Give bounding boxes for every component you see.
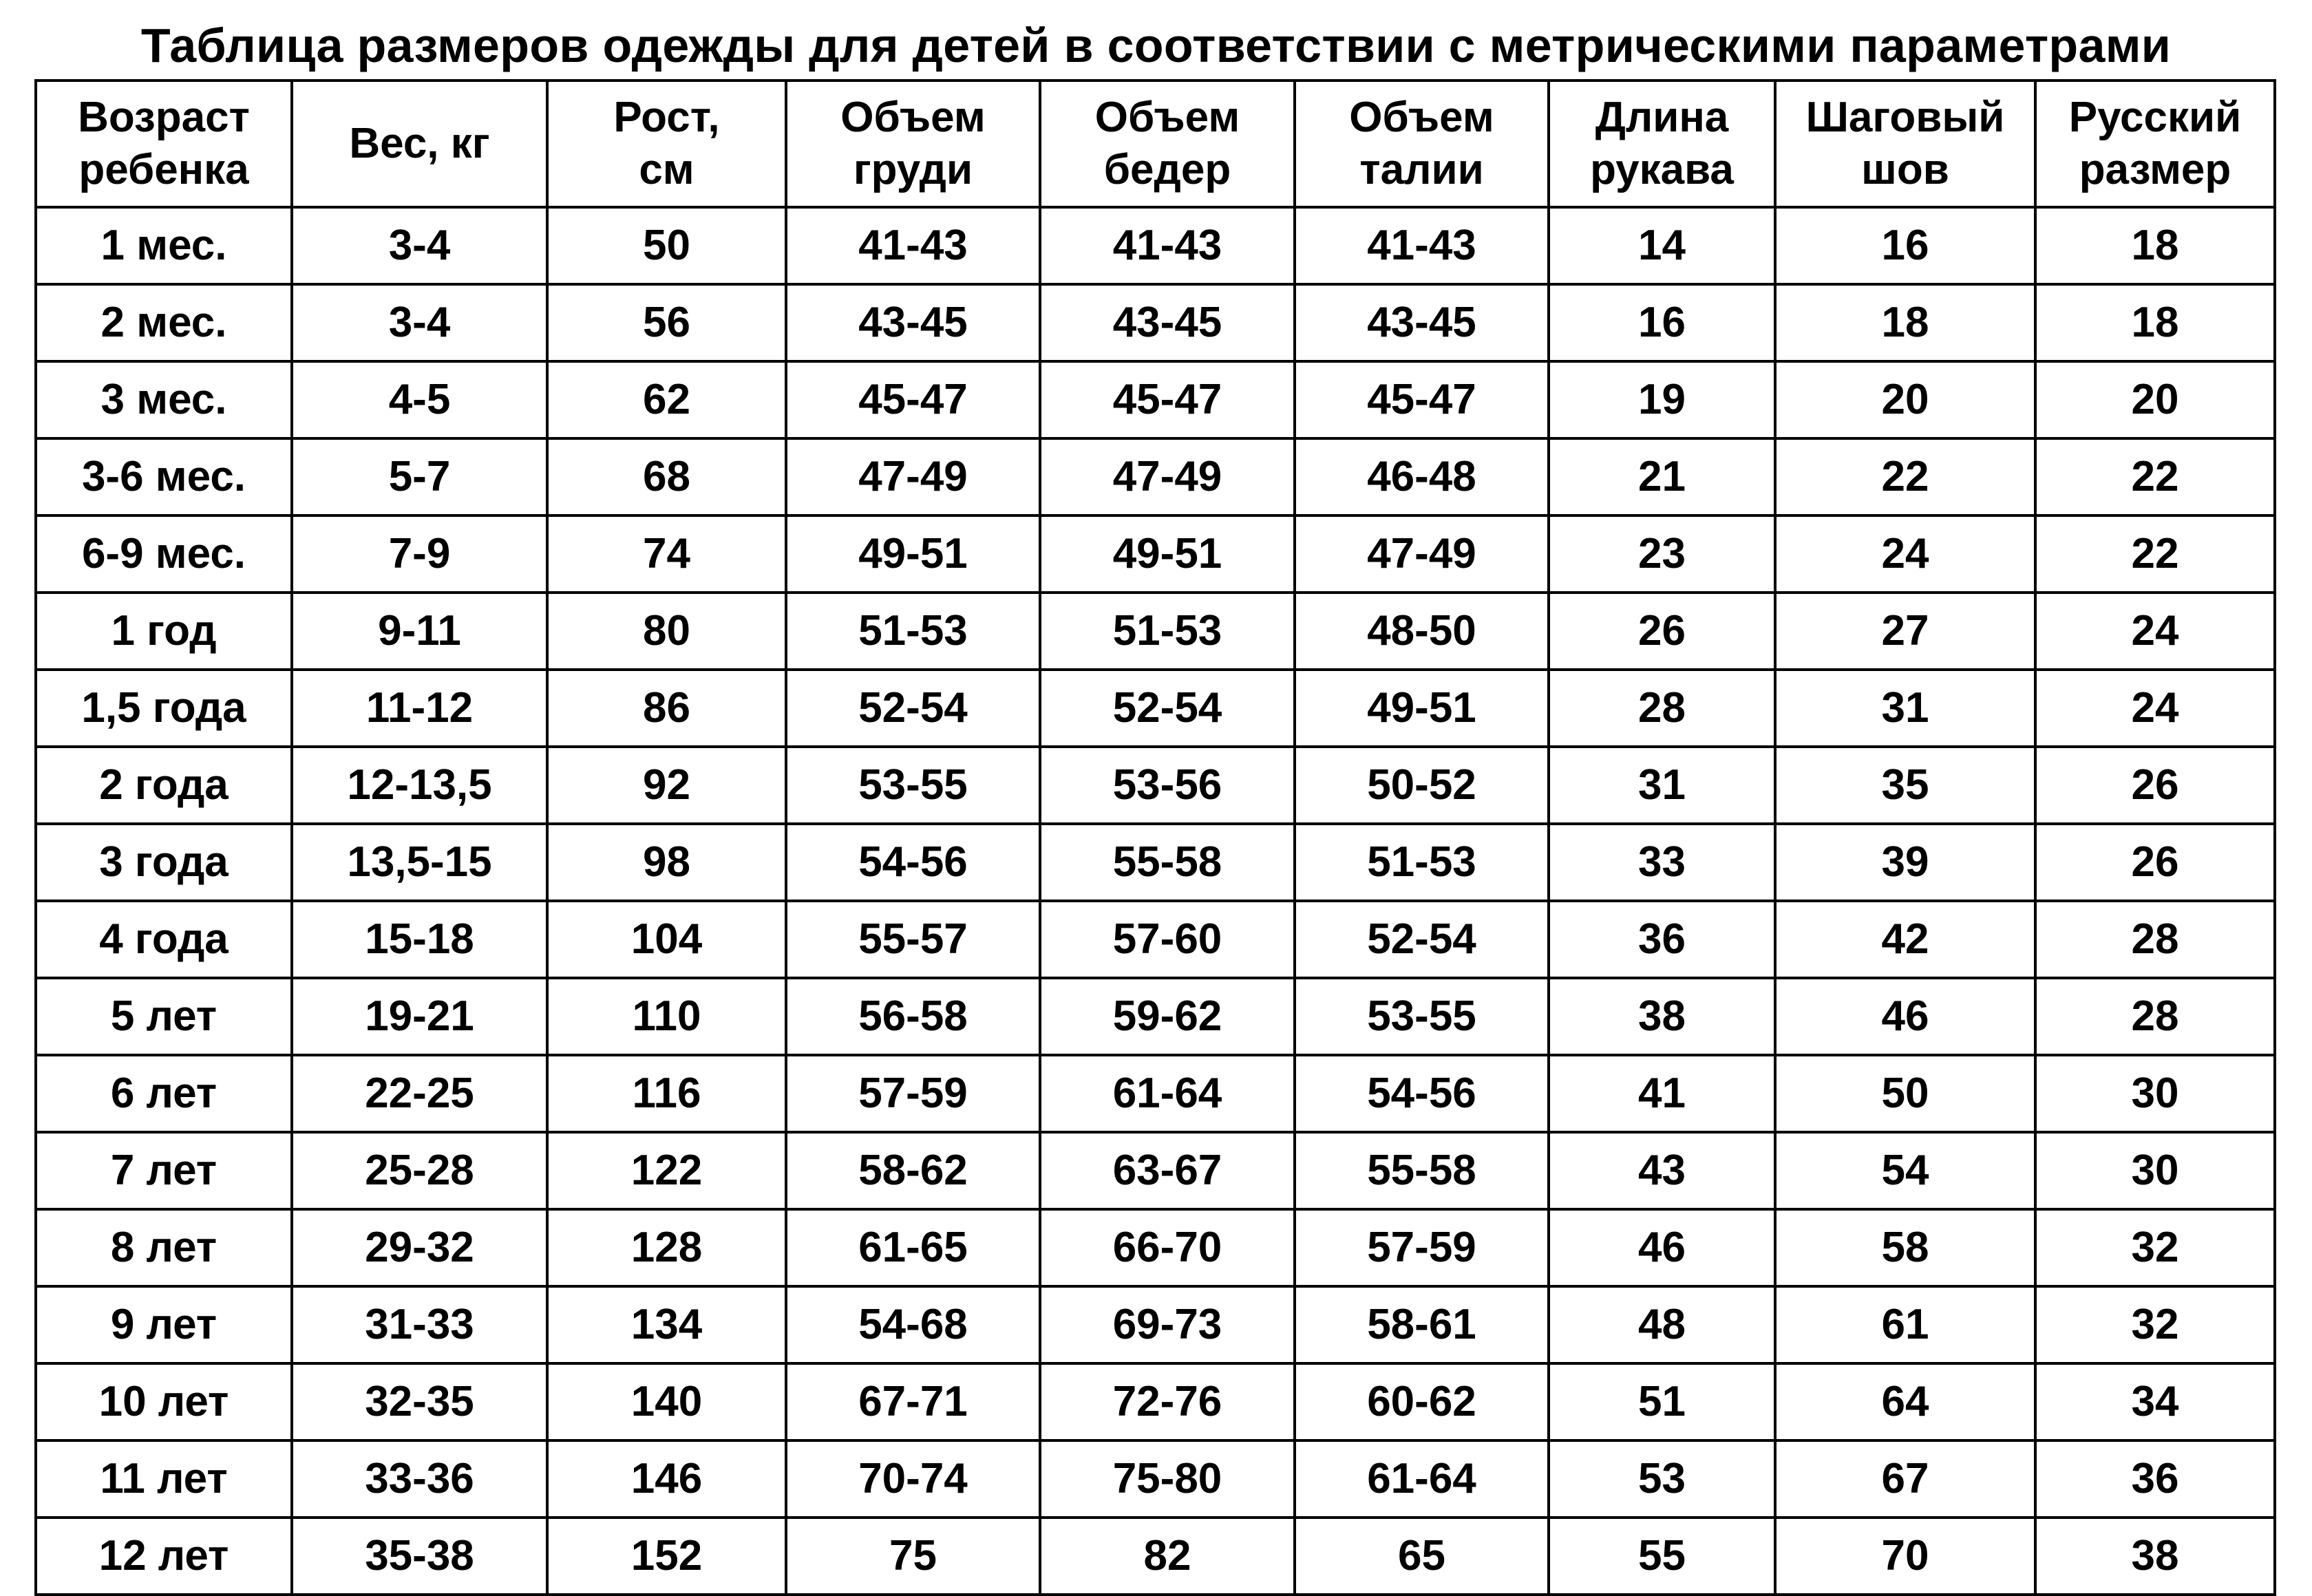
table-row	[36, 747, 2275, 824]
table-cell: 52-54	[1295, 901, 1549, 978]
table-cell: 68	[547, 438, 786, 515]
table-row	[36, 207, 2275, 284]
table-cell: 70-74	[786, 1440, 1040, 1518]
column-header	[1040, 81, 1295, 207]
table-cell: 63-67	[1040, 1132, 1295, 1209]
table-cell: 14	[1549, 207, 1775, 284]
table-cell: 39	[1775, 824, 2035, 901]
table-cell: 11-12	[292, 670, 547, 747]
table-cell: 49-51	[1295, 670, 1549, 747]
table-cell: 48	[1549, 1286, 1775, 1363]
table-cell: 58-61	[1295, 1286, 1549, 1363]
table-cell: 9-11	[292, 593, 547, 670]
table-cell: 3-4	[292, 207, 547, 284]
table-cell: 54-56	[786, 824, 1040, 901]
row-label-cell: 5 лет	[36, 978, 292, 1055]
column-header	[1295, 81, 1549, 207]
table-cell: 128	[547, 1209, 786, 1286]
column-header	[292, 81, 547, 207]
table-cell: 51	[1549, 1363, 1775, 1440]
table-cell: 53-56	[1040, 747, 1295, 824]
table-cell: 21	[1549, 438, 1775, 515]
column-header	[36, 81, 292, 207]
table-cell: 16	[1549, 284, 1775, 361]
table-cell: 41-43	[1040, 207, 1295, 284]
table-cell: 46-48	[1295, 438, 1549, 515]
table-cell: 51-53	[786, 593, 1040, 670]
column-header-line: рукава	[1590, 146, 1734, 193]
table-cell: 54-68	[786, 1286, 1040, 1363]
table-cell: 22-25	[292, 1055, 547, 1132]
table-cell: 30	[2035, 1132, 2275, 1209]
table-row	[36, 1132, 2275, 1209]
table-cell: 22	[2035, 438, 2275, 515]
table-cell: 152	[547, 1518, 786, 1595]
table-cell: 67-71	[786, 1363, 1040, 1440]
table-row	[36, 1055, 2275, 1132]
table-cell: 28	[2035, 901, 2275, 978]
table-cell: 50	[547, 207, 786, 284]
column-header-line: Вес, кг	[349, 120, 490, 167]
table-row	[36, 284, 2275, 361]
table-cell: 57-59	[1295, 1209, 1549, 1286]
row-label-cell: 2 года	[36, 747, 292, 824]
table-cell: 64	[1775, 1363, 2035, 1440]
table-cell: 7-9	[292, 515, 547, 593]
table-cell: 36	[1549, 901, 1775, 978]
table-cell: 61-64	[1040, 1055, 1295, 1132]
column-header-line: груди	[853, 146, 973, 193]
row-label-cell: 1 год	[36, 593, 292, 670]
column-header-line: Объем	[840, 94, 986, 141]
size-table	[34, 79, 2276, 1596]
table-cell: 48-50	[1295, 593, 1549, 670]
table-cell: 25-28	[292, 1132, 547, 1209]
table-cell: 122	[547, 1132, 786, 1209]
table-cell: 12-13,5	[292, 747, 547, 824]
table-cell: 51-53	[1040, 593, 1295, 670]
row-label-cell: 2 мес.	[36, 284, 292, 361]
table-cell: 41	[1549, 1055, 1775, 1132]
table-cell: 42	[1775, 901, 2035, 978]
table-cell: 32	[2035, 1209, 2275, 1286]
row-label-cell: 3-6 мес.	[36, 438, 292, 515]
table-cell: 36	[2035, 1440, 2275, 1518]
table-cell: 47-49	[786, 438, 1040, 515]
table-cell: 49-51	[1040, 515, 1295, 593]
table-cell: 45-47	[786, 361, 1040, 438]
table-row	[36, 824, 2275, 901]
table-cell: 47-49	[1040, 438, 1295, 515]
table-cell: 86	[547, 670, 786, 747]
row-label-cell: 11 лет	[36, 1440, 292, 1518]
table-cell: 51-53	[1295, 824, 1549, 901]
column-header-line: ребенка	[78, 146, 249, 193]
table-cell: 20	[2035, 361, 2275, 438]
column-header-line: Русский	[2068, 94, 2242, 141]
column-header	[1775, 81, 2035, 207]
column-header-line: Рост,	[613, 94, 720, 141]
table-cell: 70	[1775, 1518, 2035, 1595]
table-cell: 55-58	[1295, 1132, 1549, 1209]
table-cell: 66-70	[1040, 1209, 1295, 1286]
table-cell: 110	[547, 978, 786, 1055]
table-cell: 43	[1549, 1132, 1775, 1209]
table-cell: 49-51	[786, 515, 1040, 593]
table-cell: 35	[1775, 747, 2035, 824]
table-cell: 31	[1549, 747, 1775, 824]
table-cell: 41-43	[1295, 207, 1549, 284]
table-cell: 116	[547, 1055, 786, 1132]
table-row	[36, 978, 2275, 1055]
table-cell: 23	[1549, 515, 1775, 593]
table-cell: 56-58	[786, 978, 1040, 1055]
table-header	[36, 81, 2275, 207]
table-body	[36, 207, 2275, 1595]
table-cell: 55-57	[786, 901, 1040, 978]
row-label-cell: 1 мес.	[36, 207, 292, 284]
table-cell: 45-47	[1295, 361, 1549, 438]
row-label-cell: 12 лет	[36, 1518, 292, 1595]
table-cell: 67	[1775, 1440, 2035, 1518]
table-row	[36, 1209, 2275, 1286]
table-cell: 32-35	[292, 1363, 547, 1440]
table-cell: 28	[1549, 670, 1775, 747]
table-cell: 53-55	[786, 747, 1040, 824]
table-cell: 26	[1549, 593, 1775, 670]
table-cell: 18	[2035, 284, 2275, 361]
column-header-line: талии	[1359, 146, 1484, 193]
table-cell: 33-36	[292, 1440, 547, 1518]
table-cell: 75	[786, 1518, 1040, 1595]
table-cell: 55	[1549, 1518, 1775, 1595]
table-cell: 69-73	[1040, 1286, 1295, 1363]
table-cell: 74	[547, 515, 786, 593]
table-cell: 54-56	[1295, 1055, 1549, 1132]
table-cell: 98	[547, 824, 786, 901]
column-header-line: Шаговый	[1805, 94, 2005, 141]
table-row	[36, 1518, 2275, 1595]
table-cell: 59-62	[1040, 978, 1295, 1055]
table-cell: 26	[2035, 824, 2275, 901]
table-cell: 43-45	[1295, 284, 1549, 361]
table-cell: 80	[547, 593, 786, 670]
table-cell: 134	[547, 1286, 786, 1363]
table-cell: 61-65	[786, 1209, 1040, 1286]
table-cell: 5-7	[292, 438, 547, 515]
column-header-line: Возраст	[78, 94, 250, 141]
table-cell: 34	[2035, 1363, 2275, 1440]
table-cell: 15-18	[292, 901, 547, 978]
table-cell: 146	[547, 1440, 786, 1518]
table-cell: 26	[2035, 747, 2275, 824]
table-cell: 46	[1775, 978, 2035, 1055]
table-row	[36, 1363, 2275, 1440]
page-title: Таблица размеров одежды для детей в соответствии с метрическими параметрами	[140, 19, 2172, 72]
table-cell: 50-52	[1295, 747, 1549, 824]
column-header-line: бедер	[1103, 146, 1231, 193]
table-row	[36, 1286, 2275, 1363]
row-label-cell: 9 лет	[36, 1286, 292, 1363]
table-cell: 72-76	[1040, 1363, 1295, 1440]
table-cell: 62	[547, 361, 786, 438]
table-cell: 104	[547, 901, 786, 978]
column-header	[547, 81, 786, 207]
table-cell: 140	[547, 1363, 786, 1440]
table-cell: 58-62	[786, 1132, 1040, 1209]
table-cell: 54	[1775, 1132, 2035, 1209]
table-cell: 55-58	[1040, 824, 1295, 901]
table-cell: 52-54	[1040, 670, 1295, 747]
table-cell: 29-32	[292, 1209, 547, 1286]
table-cell: 27	[1775, 593, 2035, 670]
table-cell: 43-45	[1040, 284, 1295, 361]
row-label-cell: 7 лет	[36, 1132, 292, 1209]
table-cell: 50	[1775, 1055, 2035, 1132]
table-cell: 82	[1040, 1518, 1295, 1595]
table-row	[36, 670, 2275, 747]
table-cell: 18	[1775, 284, 2035, 361]
table-cell: 61	[1775, 1286, 2035, 1363]
table-row	[36, 901, 2275, 978]
table-cell: 24	[2035, 593, 2275, 670]
table-cell: 19	[1549, 361, 1775, 438]
column-header	[2035, 81, 2275, 207]
row-label-cell: 4 года	[36, 901, 292, 978]
row-label-cell: 3 мес.	[36, 361, 292, 438]
row-label-cell: 3 года	[36, 824, 292, 901]
table-cell: 22	[2035, 515, 2275, 593]
column-header-line: Объем	[1349, 94, 1494, 141]
table-cell: 24	[1775, 515, 2035, 593]
table-cell: 30	[2035, 1055, 2275, 1132]
row-label-cell: 10 лет	[36, 1363, 292, 1440]
table-cell: 3-4	[292, 284, 547, 361]
column-header	[786, 81, 1040, 207]
table-cell: 38	[2035, 1518, 2275, 1595]
table-cell: 38	[1549, 978, 1775, 1055]
table-cell: 56	[547, 284, 786, 361]
table-cell: 47-49	[1295, 515, 1549, 593]
column-header	[1549, 81, 1775, 207]
row-label-cell: 8 лет	[36, 1209, 292, 1286]
column-header-line: Длина	[1595, 94, 1729, 141]
column-header-line: Объем	[1094, 94, 1240, 141]
table-cell: 16	[1775, 207, 2035, 284]
table-row	[36, 593, 2275, 670]
column-header-line: шов	[1861, 146, 1949, 193]
table-cell: 33	[1549, 824, 1775, 901]
table-cell: 53	[1549, 1440, 1775, 1518]
table-cell: 13,5-15	[292, 824, 547, 901]
table-cell: 92	[547, 747, 786, 824]
table-cell: 65	[1295, 1518, 1549, 1595]
table-cell: 28	[2035, 978, 2275, 1055]
table-cell: 4-5	[292, 361, 547, 438]
table-cell: 31-33	[292, 1286, 547, 1363]
table-cell: 32	[2035, 1286, 2275, 1363]
row-label-cell: 6 лет	[36, 1055, 292, 1132]
header-row	[36, 81, 2275, 207]
table-cell: 18	[2035, 207, 2275, 284]
table-cell: 57-59	[786, 1055, 1040, 1132]
table-row	[36, 515, 2275, 593]
table-cell: 75-80	[1040, 1440, 1295, 1518]
table-cell: 52-54	[786, 670, 1040, 747]
column-header-line: см	[639, 146, 694, 193]
table-cell: 43-45	[786, 284, 1040, 361]
table-cell: 60-62	[1295, 1363, 1549, 1440]
table-cell: 61-64	[1295, 1440, 1549, 1518]
table-cell: 46	[1549, 1209, 1775, 1286]
table-cell: 22	[1775, 438, 2035, 515]
table-cell: 20	[1775, 361, 2035, 438]
table-cell: 53-55	[1295, 978, 1549, 1055]
table-cell: 57-60	[1040, 901, 1295, 978]
table-row	[36, 438, 2275, 515]
table-cell: 45-47	[1040, 361, 1295, 438]
table-cell: 58	[1775, 1209, 2035, 1286]
row-label-cell: 6-9 мес.	[36, 515, 292, 593]
column-header-line: размер	[2079, 146, 2231, 193]
table-cell: 19-21	[292, 978, 547, 1055]
table-row	[36, 1440, 2275, 1518]
table-row	[36, 361, 2275, 438]
row-label-cell: 1,5 года	[36, 670, 292, 747]
table-cell: 24	[2035, 670, 2275, 747]
table-cell: 41-43	[786, 207, 1040, 284]
table-cell: 31	[1775, 670, 2035, 747]
table-cell: 35-38	[292, 1518, 547, 1595]
